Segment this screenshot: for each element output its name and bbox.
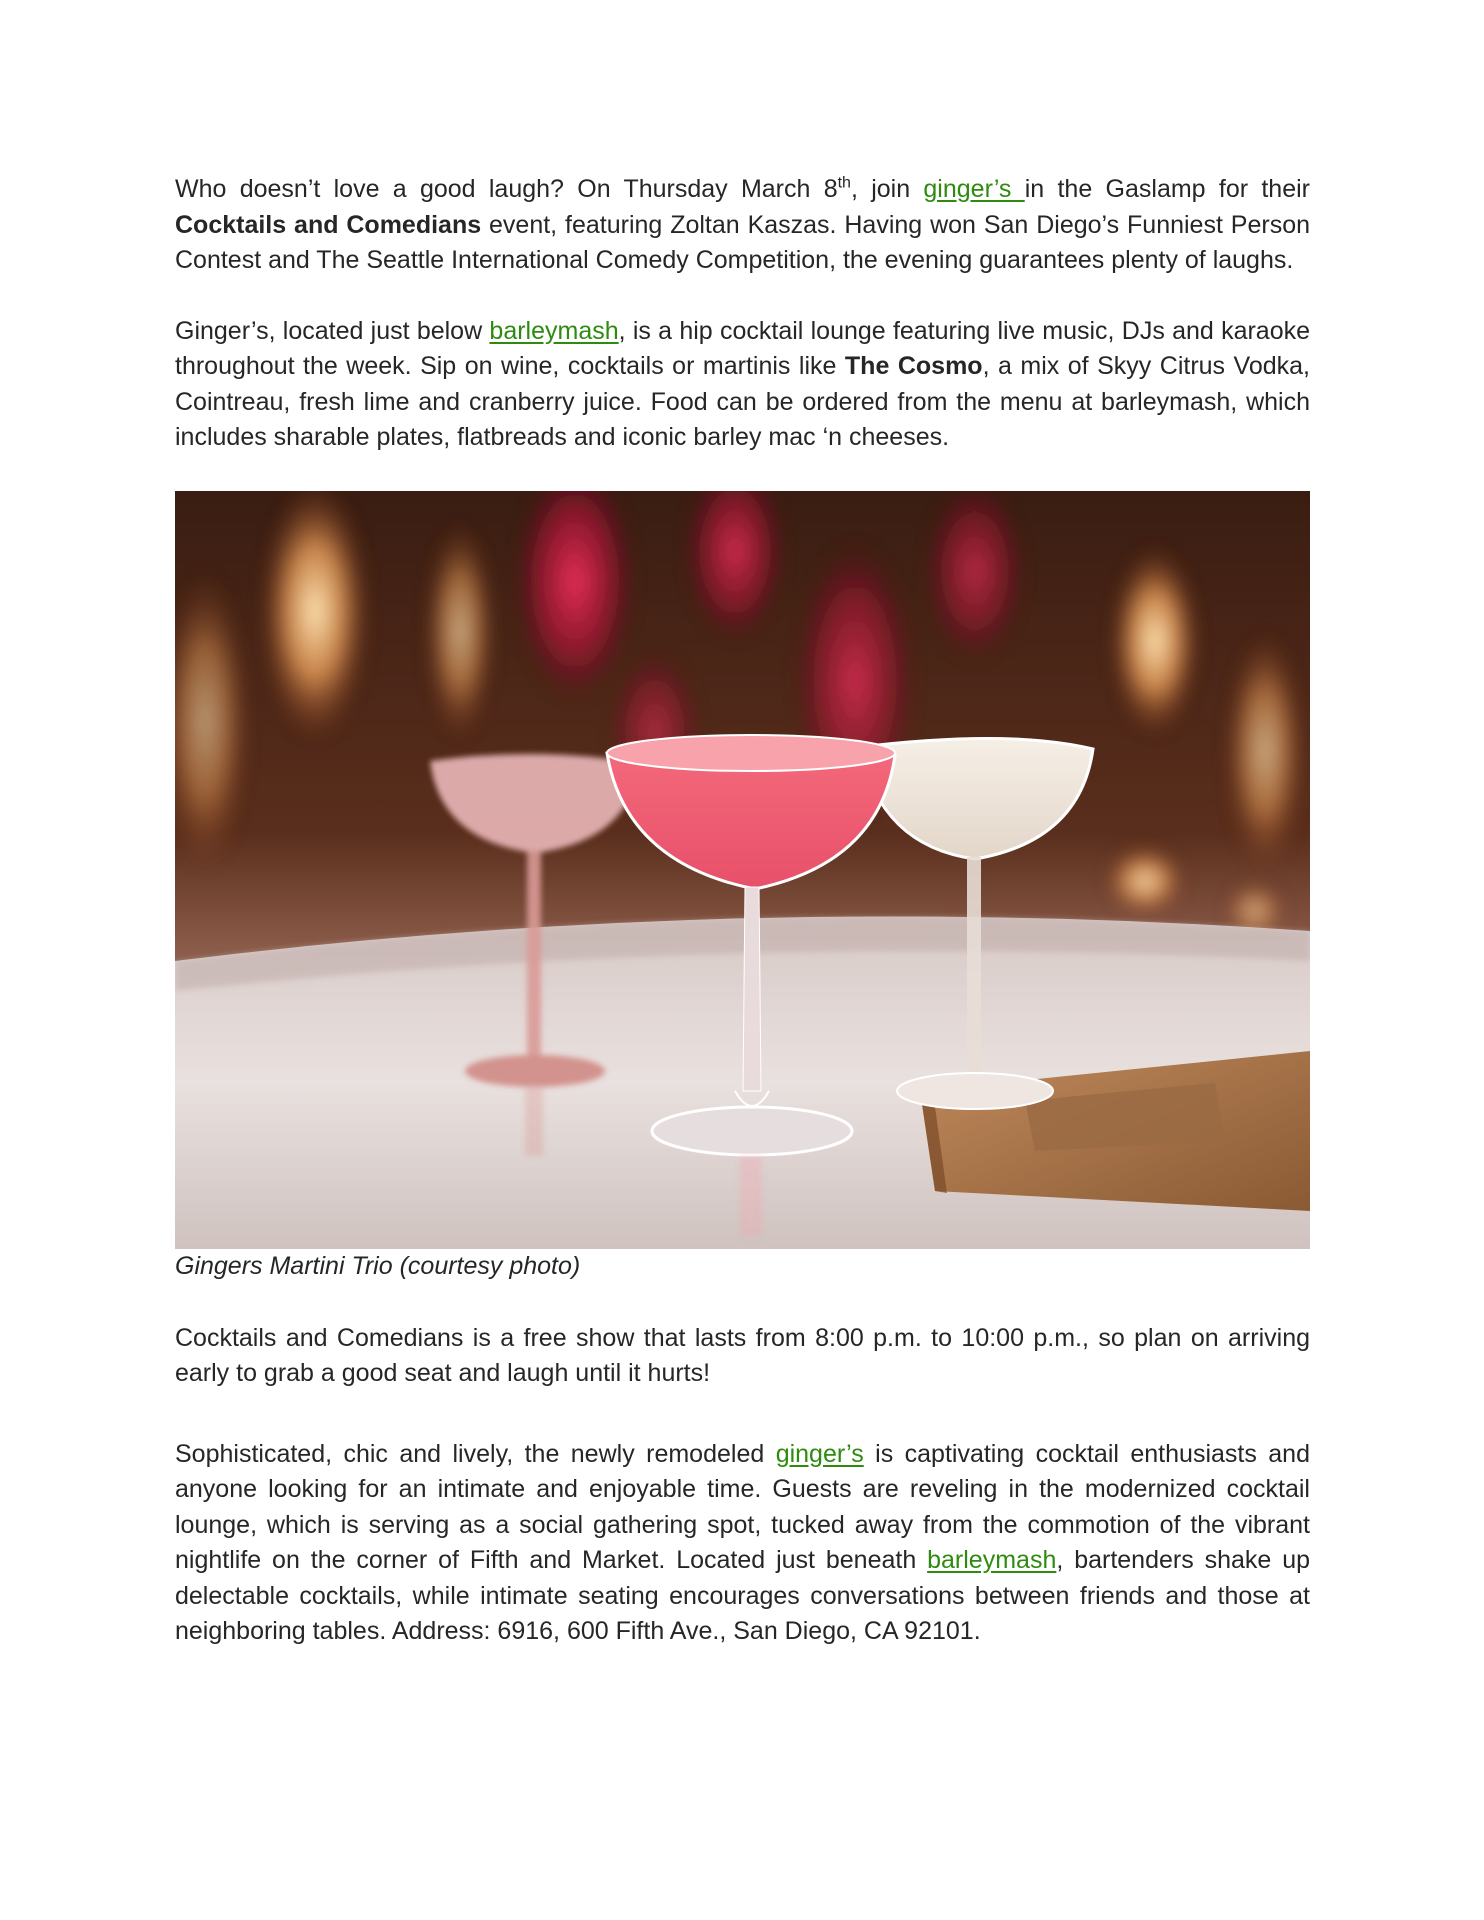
text-run: , a mix of Skyy Citrus Vodka, Cointreau, fresh lime and cranberry juice. Food can be ordered from the menu at barleymash, which includes sharable plates, flatbreads and iconic barley mac ‘n cheeses. <box>175 352 1310 451</box>
text-run: , bartenders shake up delectable cocktails, while intimate seating encourages conversations between friends and those at neighboring tables. Address: 6916, 600 Fifth Ave., San Diego, CA 92101. <box>175 1546 1311 1645</box>
date-ordinal-superscript: th <box>837 174 851 192</box>
text-run: Who doesn’t love a good laugh? On Thursday March 8 <box>175 175 838 203</box>
text-run: , join <box>850 175 924 203</box>
text-run: Sophisticated, chic and lively, the newly remodeled <box>175 1439 776 1468</box>
description-paragraph <box>175 1437 1310 1650</box>
gingers-link[interactable]: ginger’s <box>775 1439 864 1468</box>
barleymash-link[interactable]: barleymash <box>489 316 619 345</box>
martini-trio-photo <box>175 491 1310 1249</box>
gingers-link[interactable]: ginger’s <box>923 175 1025 203</box>
venue-paragraph <box>175 314 1310 456</box>
photo-caption: Gingers Martini Trio (courtesy photo) <box>175 1251 581 1280</box>
text-run: in the Gaslamp for their <box>1024 175 1310 203</box>
text-run: , is a hip cocktail lounge featuring live music, DJs and karaoke throughout the week. Sip on wine, cocktails or martinis like <box>175 316 1311 380</box>
text-run: event, featuring Zoltan Kaszas. Having won San Diego’s Funniest Person Contest and The Seattle International Comedy Competition, the evening guarantees plenty of laughs. <box>175 210 1311 274</box>
intro-paragraph <box>175 172 1310 279</box>
article <box>175 172 1310 1650</box>
text-run: is captivating cocktail enthusiasts and anyone looking for an intimate and enjoyable time. Guests are reveling in the modernized cocktail lounge, which is serving as a social gathering spot, tucked away from the commotion of the vibrant nightlife on the corner of Fifth and Market. Located just beneath <box>175 1439 1310 1574</box>
text-run: Ginger’s, located just below <box>175 316 490 345</box>
event-name-bold: Cocktails and Comedians <box>175 210 482 239</box>
show-details-paragraph: Cocktails and Comedians is a free show that lasts from 8:00 p.m. to 10:00 p.m., so plan on arriving early to grab a good seat and laugh until it hurts! <box>175 1323 1310 1387</box>
drink-name-bold: The Cosmo <box>844 352 983 380</box>
barleymash-link[interactable]: barleymash <box>927 1546 1057 1574</box>
